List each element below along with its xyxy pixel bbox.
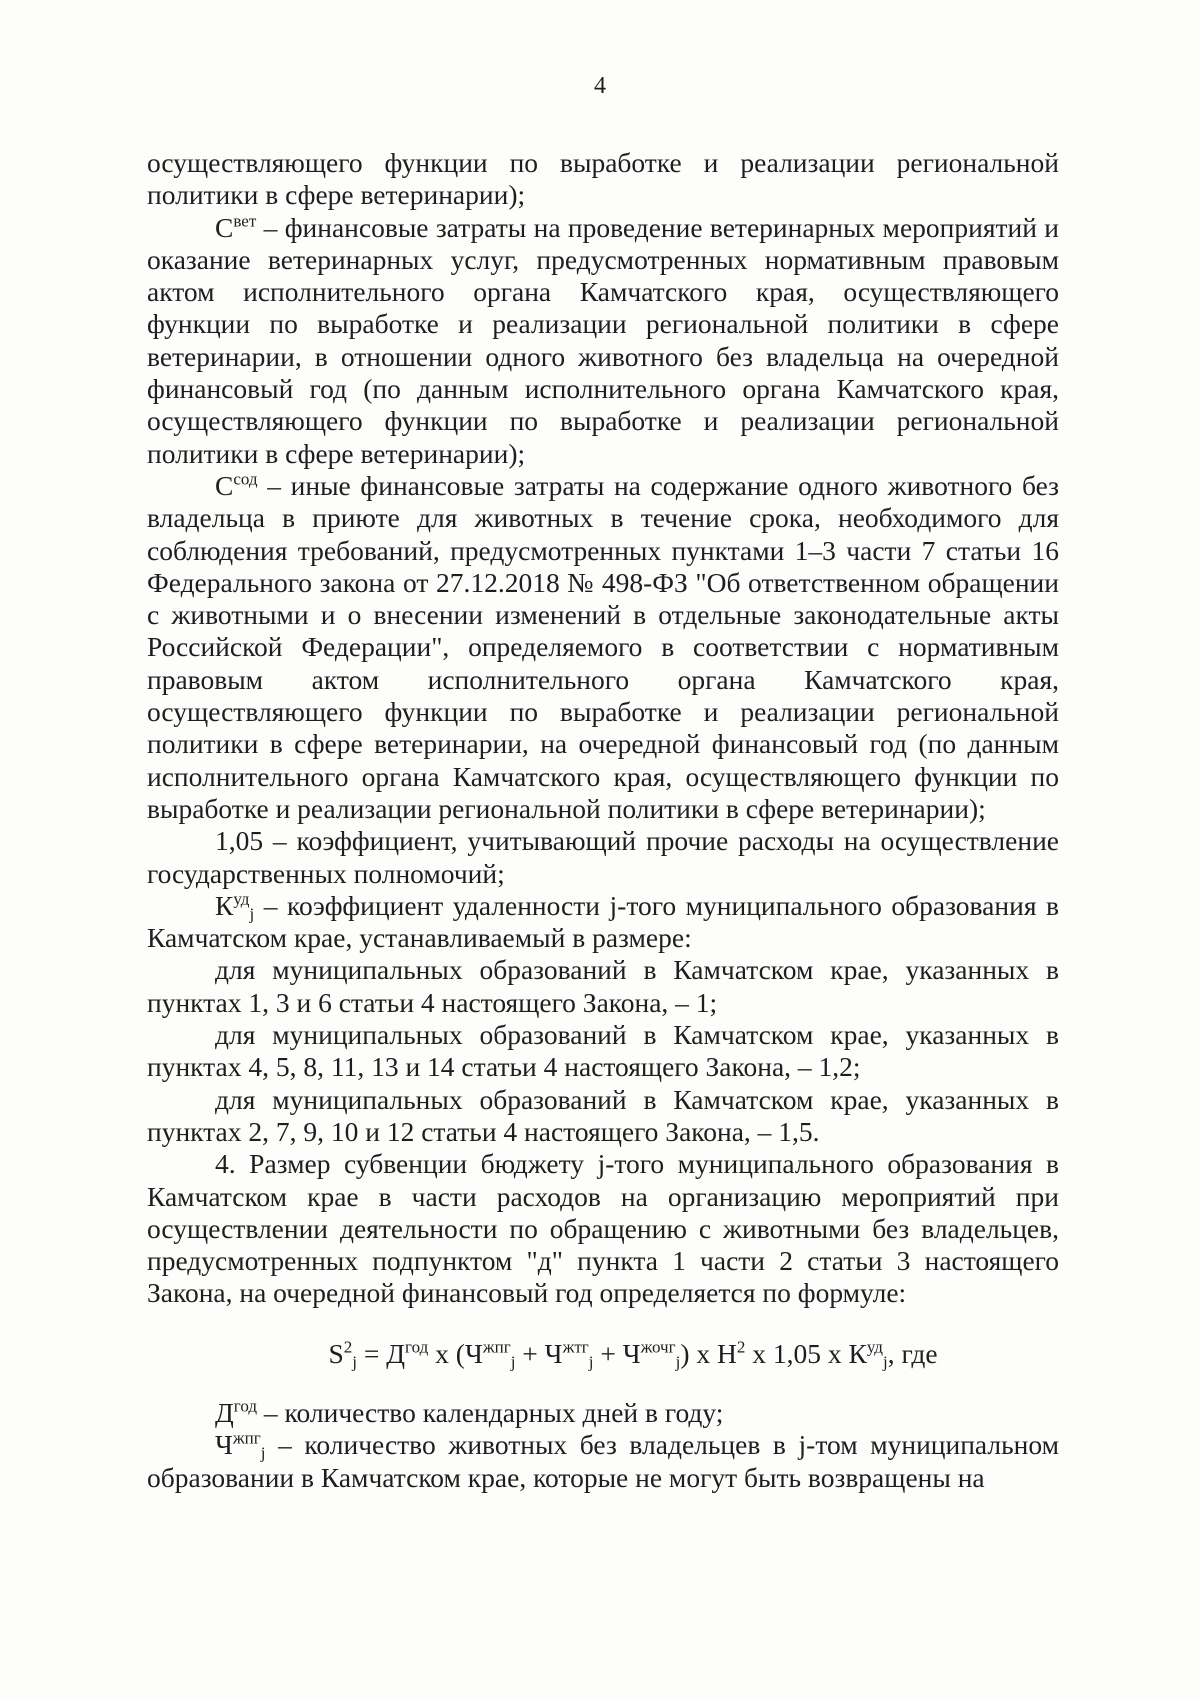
paragraph-continuation: осуществляющего функции по выработке и реализации региональной политики в сфере ветеринарии); [147,147,1059,211]
formula-part: , где [887,1337,938,1369]
definition-text: – финансовые затраты на проведение ветеринарных мероприятий и оказание ветеринарных услуг, предусмотренных нормативным правовым актом исполнительного органа Камчатского края, осуществляющего функции по выработке и реализации региональной политики в сфере ветеринарии, в отношении одного животного без владельца на очередной финансовый год (по данным исполнительного органа Камчатского края, осуществляющего функции по выработке и реализации региональной политики в сфере ветеринарии); [147,211,1059,469]
formula-sup: год [405,1337,429,1357]
formula-sup: уд [866,1337,883,1357]
term-superscript: вет [233,211,257,231]
definition-ch-zhpg [147,1429,1059,1494]
term-superscript: сод [233,469,258,489]
term-subscript: j [260,1443,266,1463]
formula-sup: 2 [343,1337,353,1357]
formula [147,1338,1059,1370]
formula-sub: j [882,1351,888,1371]
formula-part: S [328,1337,344,1369]
term-subscript: j [249,904,255,924]
definition-text: – коэффициент удаленности j-того муниципального образования в Камчатском крае, устанавливаемый в размере: [147,889,1059,954]
term-superscript: жпг [232,1428,261,1448]
formula-sup: 2 [736,1337,746,1357]
coefficient-item-3: для муниципальных образований в Камчатском крае, указанных в пунктах 2, 7, 9, 10 и 12 статьи 4 настоящего Закона, – 1,5. [147,1083,1059,1147]
formula-part: х 1,05 х К [745,1337,867,1369]
formula-sup: жочг [640,1337,676,1357]
term-superscript: год [233,1396,258,1416]
formula-part: + Ч [593,1337,641,1369]
definition-text: – количество животных без владельцев в j-том муниципальном образовании в Камчатском крае, которые не могут быть возвращены на [147,1429,1059,1493]
term-symbol: С [215,469,234,501]
page-number: 4 [594,73,606,99]
formula-sub: j [352,1351,357,1371]
formula-sub: j [675,1351,681,1371]
definition-k-ud [147,890,1059,955]
definition-c-vet [147,212,1059,470]
term-symbol: С [215,211,234,243]
definition-coefficient-105: 1,05 – коэффициент, учитывающий прочие расходы на осуществление государственных полномочий; [147,825,1059,889]
formula-sup: жтг [562,1337,589,1357]
term-symbol: Д [215,1396,234,1428]
term-symbol: Ч [215,1429,233,1461]
definition-text: – иные финансовые затраты на содержание одного животного без владельца в приюте для животных в течение срока, необходимого для соблюдения требований, предусмотренных пунктами 1–3 части 7 статьи 16 Федерального закона от 27.12.2018 № 498-ФЗ "Об ответственном обращении с животными и о внесении изменений в отдельные законодательные акты Российской Федерации", определяемого в соответствии с нормативным правовым актом исполнительного органа Камчатского края, осуществляющего функции по выработке и реализации региональной политики в сфере ветеринарии, на очередной финансовый год (по данным исполнительного органа Камчатского края, осуществляющего функции по выработке и реализации региональной политики в сфере ветеринарии); [147,469,1059,824]
formula-part: ) х Н [680,1337,737,1369]
formula-sub: j [588,1351,594,1371]
formula-part: = Д [356,1337,406,1369]
document-body [147,147,1059,1494]
definition-d-god [147,1397,1059,1429]
coefficient-item-2: для муниципальных образований в Камчатском крае, указанных в пунктах 4, 5, 8, 11, 13 и 14 статьи 4 настоящего Закона, – 1,2; [147,1019,1059,1083]
formula-part: + Ч [515,1337,563,1369]
definition-c-sod [147,470,1059,825]
term-superscript: уд [233,889,250,909]
coefficient-item-1: для муниципальных образований в Камчатском крае, указанных в пунктах 1, 3 и 6 статьи 4 настоящего Закона, – 1; [147,954,1059,1018]
term-symbol: К [215,889,234,921]
formula-sup: жпг [482,1337,511,1357]
definition-text: – количество календарных дней в году; [257,1396,724,1428]
paragraph-clause-4: 4. Размер субвенции бюджету j-того муниципального образования в Камчатском крае в части расходов на организацию мероприятий при осуществлении деятельности по обращению с животными без владельцев, предусмотренных подпунктом "д" пункта 1 части 2 статьи 3 настоящего Закона, на очередной финансовый год определяется по формуле: [147,1148,1059,1309]
formula-sub: j [510,1351,516,1371]
formula-part: х (Ч [428,1337,483,1369]
